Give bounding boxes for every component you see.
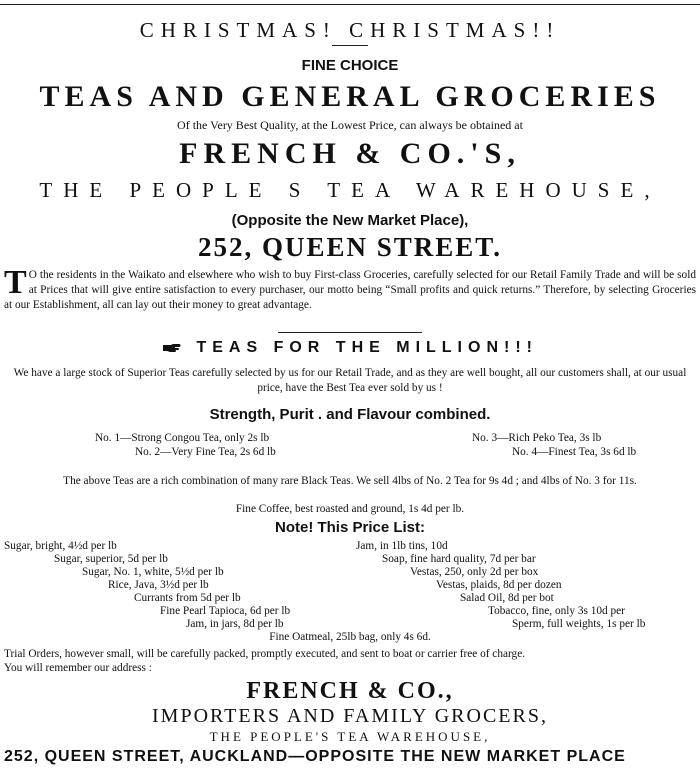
christmas-underline	[332, 45, 368, 46]
pointing-hand-icon	[162, 343, 186, 353]
teas-description: The above Teas are a rich combination of many rare Black Teas. We sell 4lbs of No. 2 Tea for 9s 4d ; and 4lbs of No. 3 for 11s.	[63, 475, 637, 487]
section-rule	[278, 332, 422, 333]
trial-orders-paragraph	[4, 647, 696, 675]
french-co-footer: FRENCH & CO.,	[246, 678, 454, 704]
trial-orders-line: Trial Orders, however small, will be carefully packed, promptly executed, and sent to boat or carrier free of charge.	[4, 648, 526, 660]
tea-no3: No. 3—Rich Peko Tea, 3s lb	[472, 432, 602, 444]
teas-groceries-heading: TEAS AND GENERAL GROCERIES	[39, 80, 661, 113]
oatmeal-line: Fine Oatmeal, 25lb bag, only 4s 6d.	[269, 631, 431, 643]
price-item-right: Tobacco, fine, only 3s 10d per	[488, 605, 625, 617]
million-heading	[0, 339, 700, 357]
coffee-line: Fine Coffee, best roasted and ground, 1s 4d per lb.	[235, 503, 465, 515]
price-list-heading: Note! This Price List:	[274, 519, 426, 536]
price-item-right: Vestas, 250, only 2d per box	[410, 566, 539, 578]
price-item-right: Salad Oil, 8d per bot	[460, 592, 554, 604]
intro-paragraph	[4, 264, 696, 313]
peoples-warehouse-footer: THE PEOPLE'S TEA WAREHOUSE,	[209, 729, 491, 744]
price-item-right: Soap, fine hard quality, 7d per bar	[382, 553, 536, 565]
price-item-left: Rice, Java, 3½d per lb	[108, 579, 209, 591]
fine-choice-heading: FINE CHOICE	[301, 57, 399, 74]
tea-no2: No. 2—Very Fine Tea, 2s 6d lb	[135, 446, 276, 458]
price-item-right: Jam, in 1lb tins, 10d	[356, 540, 448, 552]
strength-heading: Strength, Purit . and Flavour combined.	[209, 406, 491, 423]
best-quality-line: Of the Very Best Quality, at the Lowest Price, can always be obtained at	[177, 118, 523, 132]
intro-dropcap: T	[4, 264, 27, 301]
christmas-heading: CHRISTMAS! CHRISTMAS!!	[139, 18, 561, 42]
remember-address-line: You will remember our address :	[4, 662, 152, 674]
stock-paragraph: We have a large stock of Superior Teas carefully selected by us for our Retail Trade, and as they are well bought, all our customers shall, at our usual price, have the Best Tea ever sold by us !	[13, 367, 687, 394]
million-heading-text: TEAS FOR THE MILLION!!!	[196, 339, 538, 356]
french-co-heading: FRENCH & CO.'S,	[179, 137, 521, 170]
price-item-left: Sugar, bright, 4½d per lb	[4, 540, 117, 552]
opposite-market-line: (Opposite the New Market Place),	[231, 212, 469, 229]
importers-heading: IMPORTERS AND FAMILY GROCERS,	[152, 705, 548, 727]
price-item-left: Fine Pearl Tapioca, 6d per lb	[160, 605, 291, 617]
price-item-left: Sugar, No. 1, white, 5½d per lb	[82, 566, 224, 578]
intro-text: O the residents in the Waikato and elsewhere who wish to buy First-class Groceries, carefully selected for our Retail Family Trade and will be sold at Prices that will give entire satisfaction to every purchaser, our motto being “Small profits and quick returns.” Therefore, by selecting Groceries at our Establishment, all can lay out their money to great advantage.	[4, 269, 696, 311]
top-rule	[0, 4, 700, 5]
price-item-left: Currants from 5d per lb	[134, 592, 241, 604]
address-line: 252, QUEEN STREET, AUCKLAND—OPPOSITE THE NEW MARKET PLACE	[4, 748, 626, 765]
tea-no1: No. 1—Strong Congou Tea, only 2s lb	[95, 432, 270, 444]
price-item-left: Jam, in jars, 8d per lb	[186, 618, 284, 630]
price-item-right: Vestas, plaids, 8d per dozen	[436, 579, 562, 591]
queen-street-heading: 252, QUEEN STREET.	[197, 232, 503, 262]
price-item-left: Sugar, superior, 5d per lb	[54, 553, 168, 565]
tea-no4: No. 4—Finest Tea, 3s 6d lb	[512, 446, 637, 458]
peoples-warehouse-heading: THE PEOPLE S TEA WAREHOUSE,	[39, 178, 661, 202]
price-item-right: Sperm, full weights, 1s per lb	[512, 618, 646, 630]
